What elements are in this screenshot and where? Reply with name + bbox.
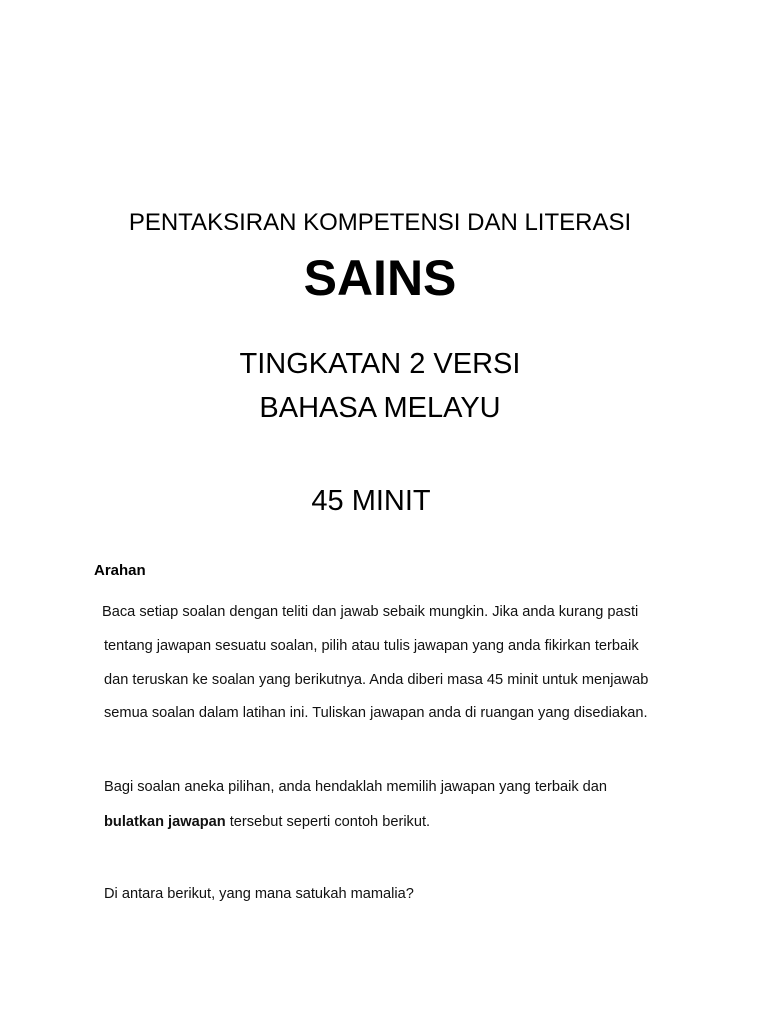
instructions-text-start: Bagi soalan aneka pilihan, anda hendaklah memilih jawapan yang terbaik dan [104,779,608,795]
multiple-choice-instructions [104,770,664,840]
language-version: BAHASA MELAYU [259,392,501,424]
assessment-subtitle: PENTAKSIRAN KOMPETENSI DAN LITERASI [128,209,632,236]
example-question: Di antara berikut, yang mana satukah mamalia? [104,886,414,902]
instructions-heading: Arahan [94,562,146,579]
form-level: TINGKATAN 2 VERSI [239,348,521,380]
subject-title: SAINS [303,250,457,306]
instructions-text-end: tersebut seperti contoh berikut. [225,814,431,830]
instructions-emphasis: bulatkan jawapan [104,814,226,830]
instructions-paragraph: Baca setiap soalan dengan teliti dan jawab sebaik mungkin. Jika anda kurang pasti tentang jawapan sesuatu soalan, pilih atau tulis jawapan yang anda fikirkan terbaik dan teruskan ke soalan yang berikutnya. Anda diberi masa 45 minit untuk menjawab semua soalan dalam latihan ini. Tuliskan jawapan anda di ruangan yang disediakan. [102,604,649,722]
exam-duration: 45 MINIT [311,485,431,517]
